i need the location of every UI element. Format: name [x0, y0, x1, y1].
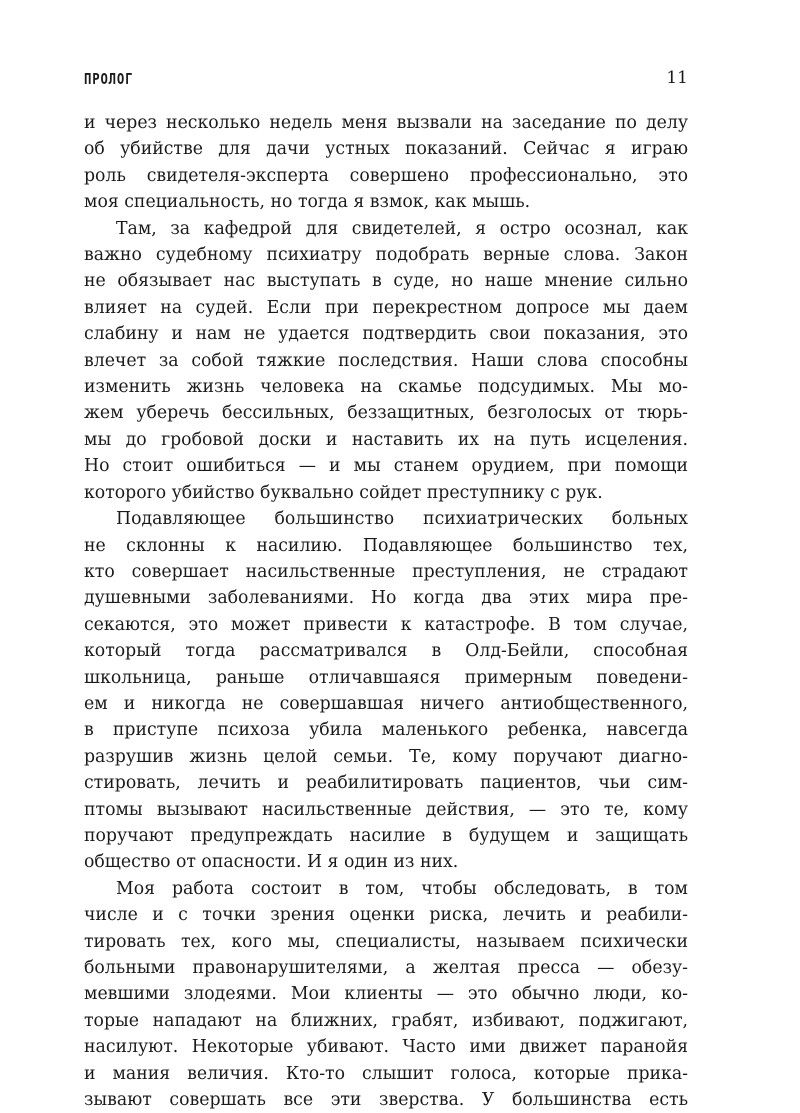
text-line: Подавляющее большинство психиатрических больных — [116, 509, 688, 530]
text-line: торые нападают на ближних, грабят, избивают, поджигают, — [84, 1010, 688, 1031]
text-line: насилуют. Некоторые убивают. Часто ими движет паранойя — [84, 1037, 688, 1058]
paragraph-4 — [84, 876, 688, 1113]
text-line: птомы вызывают насильственные действия, — это те, кому — [84, 799, 688, 820]
text-line: общество от опасности. И я один из них. — [84, 852, 459, 873]
text-line: зывают совершать все эти зверства. У большинства есть — [84, 1090, 688, 1111]
text-line: кто совершает насильственные преступления, не страдают — [84, 561, 688, 582]
text-line: поручают предупреждать насилие в будущем и защищать — [84, 825, 688, 846]
text-line: которого убийство буквально сойдет преступнику с рук. — [84, 482, 603, 503]
text-line: Там, за кафедрой для свидетелей, я остро осознал, как — [116, 218, 688, 239]
text-line: секаются, это может привести к катастрофе. В том случае, — [84, 614, 688, 635]
text-line: изменить жизнь человека на скамье подсудимых. Мы мо- — [84, 377, 688, 398]
text-line: который тогда рассматривался в Олд-Бейли, способная — [84, 641, 688, 662]
text-line: слабину и нам не удается подтвердить свои показания, это — [84, 324, 688, 345]
text-line: душевными заболеваниями. Но когда два этих мира пре- — [84, 588, 688, 609]
paragraph-3 — [84, 506, 688, 876]
text-line: важно судебному психиатру подобрать верные слова. Закон — [84, 245, 688, 266]
text-line: мевшими злодеями. Мои клиенты — это обычно люди, ко- — [84, 984, 688, 1005]
text-line: не обязывает нас выступать в суде, но наше мнение сильно — [84, 271, 688, 292]
text-line: стировать, лечить и реабилитировать пациентов, чьи сим- — [84, 773, 688, 794]
text-line: числе и с точки зрения оценки риска, лечить и реабили- — [84, 905, 688, 926]
text-line: разрушив жизнь целой семьи. Те, кому поручают диагно- — [84, 746, 688, 767]
paragraph-1 — [84, 110, 688, 216]
text-line: больными правонарушителями, а желтая пресса — обезу- — [84, 958, 688, 978]
text-line: жем уберечь бессильных, беззащитных, безголосых от тюрь- — [84, 403, 688, 424]
text-line: Моя работа состоит в том, чтобы обследовать, в том — [116, 878, 688, 899]
page-number: 11 — [666, 68, 688, 88]
text-line: об убийстве для дачи устных показаний. Сейчас я играю — [84, 139, 688, 160]
text-line: Но стоит ошибиться — и мы станем орудием, при помощи — [84, 456, 688, 477]
text-line: роль свидетеля-эксперта совершено профессионально, это — [84, 165, 688, 186]
paragraph-2 — [84, 216, 688, 506]
text-line: влияет на судей. Если при перекрестном допросе мы даем — [84, 297, 688, 318]
text-line: школьница, раньше отличавшаяся примерным поведени- — [84, 667, 688, 688]
text-line: мы до гробовой доски и наставить их на путь исцеления. — [84, 429, 688, 450]
body-text — [84, 110, 688, 1113]
text-line: ем и никогда не совершавшая ничего антиобщественного, — [84, 693, 688, 714]
text-line: не склонны к насилию. Подавляющее большинство тех, — [84, 535, 688, 556]
text-line: влечет за собой тяжкие последствия. Наши слова способны — [84, 350, 688, 371]
text-line: и через несколько недель меня вызвали на заседание по делу — [84, 113, 688, 133]
text-line: моя специальность, но тогда я взмок, как мышь. — [84, 192, 531, 213]
text-line: в приступе психоза убила маленького ребенка, навсегда — [84, 720, 688, 741]
text-line: тировать тех, кого мы, специалисты, называем психически — [84, 931, 688, 952]
text-line: и мания величия. Кто-то слышит голоса, которые прика- — [84, 1063, 688, 1084]
running-title: ПРОЛОГ — [84, 70, 134, 88]
